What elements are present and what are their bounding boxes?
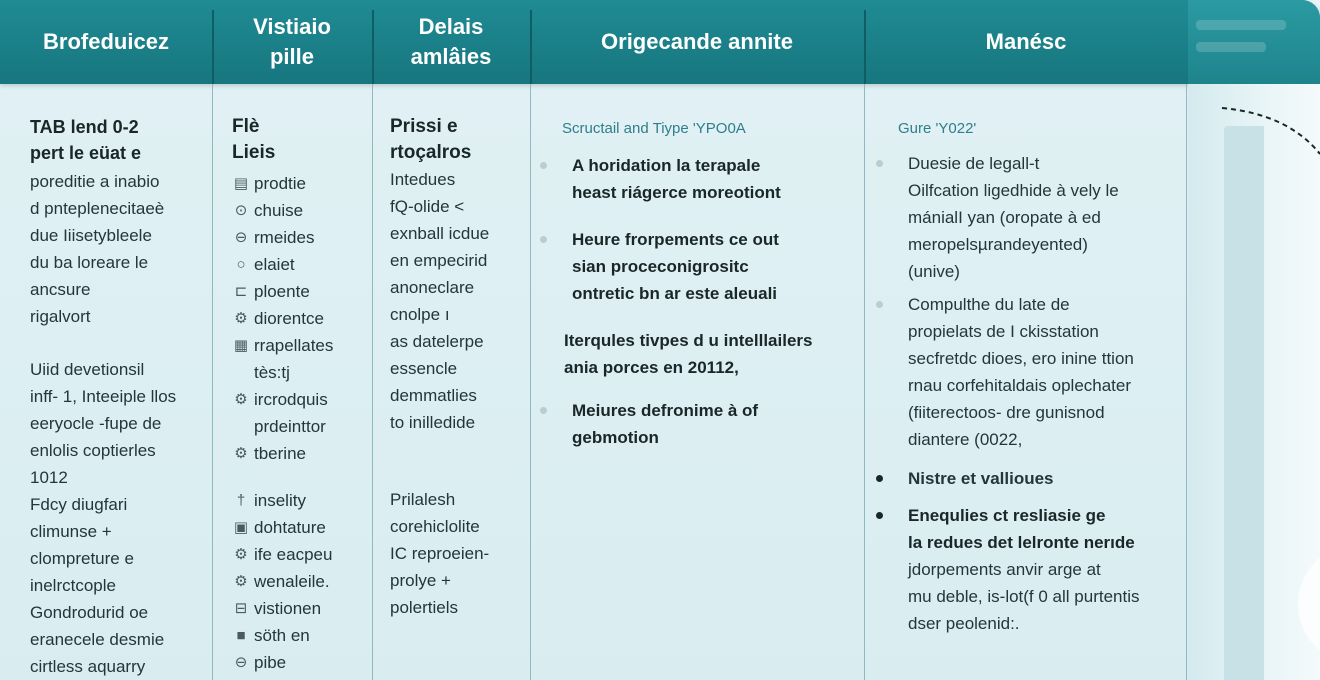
col4-bullet-list-2: [540, 397, 856, 451]
column-4: [540, 84, 856, 461]
list-item-label: ploente: [254, 282, 310, 301]
list-item-label: wenaleile.: [254, 572, 330, 591]
bullet-item: [876, 502, 1182, 637]
list-item: [232, 622, 370, 649]
col2-icon-list: [232, 170, 370, 467]
list-item: [232, 440, 370, 467]
list-item: [232, 224, 370, 251]
bullet-text: Compulthe du late de propielats de I ckisstation secfretdc dioes, ero inine ttion rnau corfehitaldais oplechater (fiiterectoos- dre gunisnod diantere (0022,: [908, 295, 1134, 449]
table-header: [0, 0, 1320, 84]
col4-bullet-list: [540, 152, 856, 307]
column-divider: [212, 84, 213, 680]
square-icon: ■: [236, 627, 246, 644]
circle-minus-icon: ⊖: [234, 229, 248, 246]
list-item: [232, 541, 370, 568]
column-3: [390, 84, 526, 621]
bullet-text: [908, 502, 1182, 637]
header-decoration-bar: [1196, 42, 1266, 52]
box-icon: ▣: [233, 519, 249, 536]
list-item: [232, 251, 370, 278]
list-item: [232, 487, 370, 514]
col4-subheading: Scructail and Tiype 'YPO0A: [562, 120, 746, 137]
list-icon: ▤: [233, 175, 249, 192]
bullet-dot-icon: [540, 162, 547, 169]
column-divider: [1186, 84, 1187, 680]
gear-icon: ⚙: [234, 391, 248, 408]
gear-icon: ⚙: [234, 546, 248, 563]
bullet-item: [876, 150, 1182, 285]
bracket-icon: ⊏: [234, 283, 248, 300]
col5-bullet-list: [876, 150, 1182, 453]
bullet-text: Nistre et vallioues: [908, 469, 1054, 488]
right-decoration: [1188, 84, 1320, 680]
list-item: [232, 649, 370, 676]
dagger-icon: †: [236, 492, 246, 509]
column-divider: [864, 84, 865, 680]
col1-body-1: poreditie a inabio d pnteplenecitaeè due Iiisetybleele du ba loreare le ancsure rigalvort: [30, 172, 165, 326]
column-5: [876, 84, 1182, 647]
col2-heading: Flè Lieis: [232, 116, 276, 163]
list-item-label: inselity: [254, 491, 306, 510]
list-item: [232, 170, 370, 197]
col1-heading: TAB lend 0-2 pert le eüat e: [30, 117, 142, 163]
bullet-item: [540, 226, 856, 307]
header-cell-1: Brofeduicez: [43, 29, 169, 54]
header-decoration: [1188, 0, 1320, 84]
gear-icon: ⚙: [234, 573, 248, 590]
bullet-item: [540, 397, 856, 451]
bullet-line: Enequlies ct resliasie ge: [908, 506, 1106, 525]
bullet-dot-icon: [540, 407, 547, 414]
list-item: [232, 514, 370, 541]
list-item-label: diorentce: [254, 309, 324, 328]
bullet-dot-icon: [876, 512, 883, 519]
list-item-label: prodtie: [254, 174, 306, 193]
list-item: [232, 595, 370, 622]
list-item: [232, 278, 370, 305]
list-item-label: dohtature: [254, 518, 326, 537]
bullet-text: Heure frorpements ce out sian proceconigrositc ontretic bn ar este aleuali: [572, 230, 779, 303]
col3-body-1: Intedues fQ-olide < exnball icdue en empecirid anoneclare cnolpe ı as datelerpe essencle demmatlies to inilledide: [390, 170, 490, 432]
bullet-dot-icon: [540, 236, 547, 243]
list-item: [232, 568, 370, 595]
list-item-label: tberine: [254, 444, 306, 463]
dashed-arc: [1188, 84, 1320, 204]
bullet-dot-icon: [876, 301, 883, 308]
bullet-text: A horidation la terapale heast riágerce moreotiont: [572, 156, 781, 202]
bullet-line: la redues det lelronte nerıde: [908, 533, 1135, 552]
circle-dot-icon: ⊙: [234, 202, 248, 219]
grid-icon: ▦: [233, 337, 249, 354]
list-item: [232, 305, 370, 332]
bullet-text: Meiures defronime à of gebmotion: [572, 401, 759, 447]
list-item-label: ife eacpeu: [254, 545, 333, 564]
column-divider: [530, 84, 531, 680]
header-decoration-bar: [1196, 20, 1286, 30]
header-cell-4: Origecande annite: [601, 29, 793, 54]
bullet-item: [876, 465, 1182, 492]
bullet-dot-icon: [876, 160, 883, 167]
gear-icon: ⚙: [234, 445, 248, 462]
bullet-line: mu deble, is-lot(f 0 all purtentis: [908, 587, 1140, 606]
col3-heading: Prissi e rtoçalros: [390, 116, 472, 163]
header-cell-2: Vistiaio pille: [253, 14, 331, 69]
col1-body-2: Uiid devetionsil inff- 1, Inteeiple llos eeryocle -fupe de enlolis coptierles 1012 Fdcy diugfari climunse + clompreture e inelrctcople Gondrodurid oe eranecele desmie cirtless aquarry: [30, 360, 177, 676]
col5-subheading: Gure 'Y022': [898, 120, 977, 137]
list-item: [232, 332, 370, 386]
bullet-line: dser peolenid:.: [908, 614, 1020, 633]
column-1: [30, 84, 208, 680]
list-item-label: vistionen: [254, 599, 322, 618]
list-item: [232, 386, 370, 440]
list-item-label: söth en: [254, 626, 310, 645]
list-item-label: pibe: [254, 653, 287, 672]
box-icon: ⊟: [234, 600, 248, 617]
bullet-item: [876, 291, 1182, 453]
list-item-label: ircrodquis prdeinttor: [254, 390, 328, 436]
bullet-item: [540, 152, 856, 206]
gear-icon: ⚙: [234, 310, 248, 327]
col5-dark-bullet-list: [876, 465, 1182, 637]
circle-icon: ○: [236, 256, 246, 273]
decoration-band: [1224, 126, 1264, 680]
col2-icon-list-2: [232, 487, 370, 676]
list-item-label: rrapellates tès:tj: [254, 336, 334, 382]
circle-minus-icon: ⊖: [234, 654, 248, 671]
col4-plain: Iterqules tivpes d u intelllailers ania porces en 20112,: [564, 331, 813, 377]
list-item-label: elaiet: [254, 255, 295, 274]
decoration-curve: [1298, 544, 1320, 664]
bullet-line: jdorpements anvir arge at: [908, 560, 1101, 579]
col3-body-2: Prilalesh corehiclolite IC reproeien- prolye + polertiels: [390, 490, 490, 617]
list-item-label: rmeides: [254, 228, 315, 247]
bullet-dot-icon: [876, 475, 883, 482]
column-2: [232, 84, 370, 676]
list-item-label: chuise: [254, 201, 304, 220]
bullet-text: Duesie de legall-t Oilfcation ligedhide à vely le mánialI yan (oropate à ed meropelsµrandeyented) (unive): [908, 154, 1119, 281]
header-cell-5: Manésc: [985, 29, 1067, 54]
header-cell-3: Delais amlâies: [410, 14, 492, 69]
list-item: [232, 197, 370, 224]
column-divider: [372, 84, 373, 680]
